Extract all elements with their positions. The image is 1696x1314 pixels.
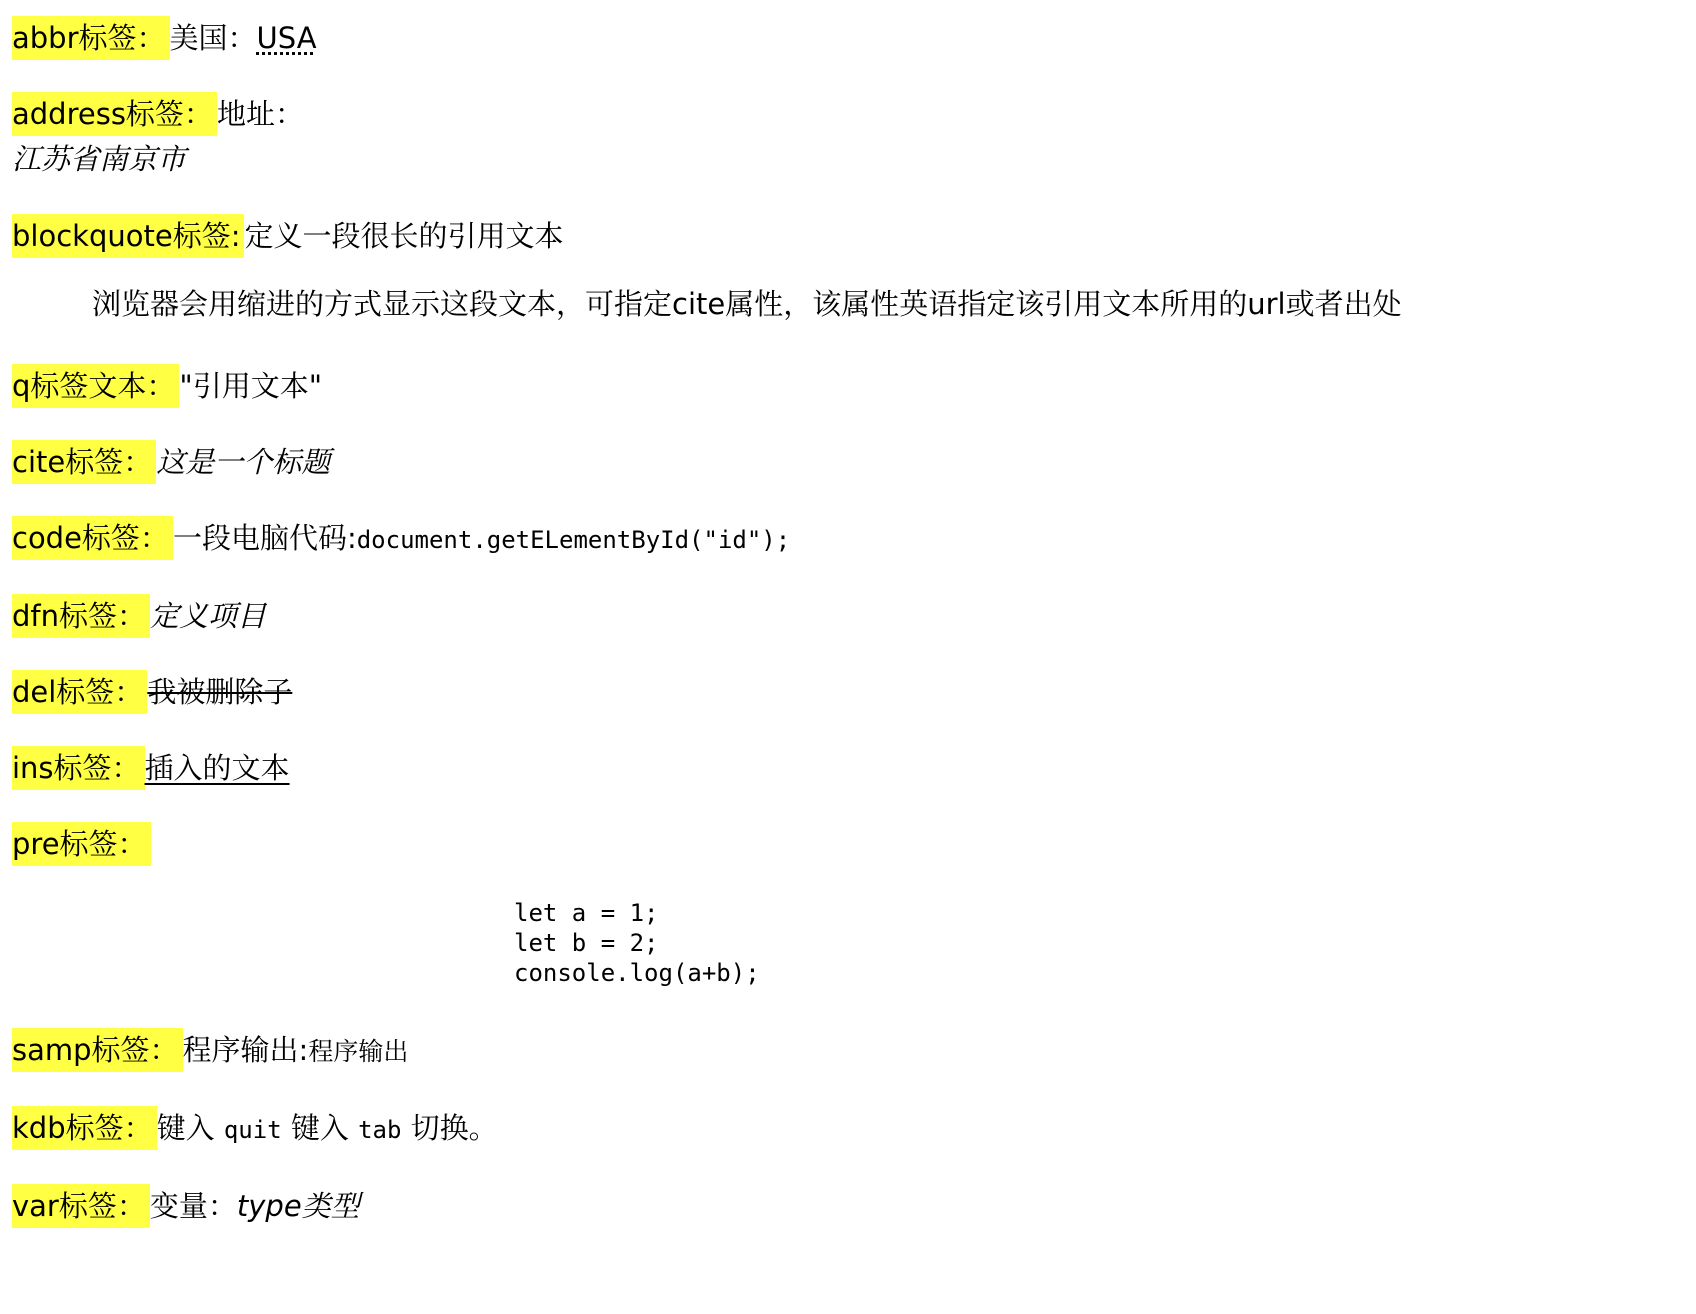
blockquote-prefix: 定义一段很长的引用文本 <box>244 219 564 253</box>
dfn-label: dfn标签： <box>12 594 150 638</box>
del-value: 我被删除子 <box>147 675 293 709</box>
code-prefix: 一段电脑代码: <box>172 521 357 555</box>
kbd-text3: 切换。 <box>401 1111 498 1145</box>
blockquote-text: 浏览器会用缩进的方式显示这段文本，可指定cite属性，该属性英语指定该引用文本所用的url或者出处 <box>92 287 1402 321</box>
samp-label: samp标签： <box>12 1028 183 1072</box>
code-label: code标签： <box>12 516 173 560</box>
var-row <box>12 1184 1682 1228</box>
pre-label: pre标签： <box>12 822 151 866</box>
blockquote-row <box>12 214 1682 258</box>
q-row <box>12 364 1682 408</box>
del-row <box>12 670 1682 714</box>
kbd-text2: 键入 <box>281 1111 359 1145</box>
ins-row <box>12 746 1682 790</box>
address-value: 江苏省南京市 <box>12 142 187 176</box>
abbr-prefix: 美国： <box>169 21 257 55</box>
dfn-row <box>12 594 1682 638</box>
del-label: del标签： <box>12 670 147 714</box>
kbd-row <box>12 1106 1682 1152</box>
ins-value: 插入的文本 <box>144 751 290 785</box>
var-value: type类型 <box>236 1189 360 1223</box>
kbd-key-quit: quit <box>223 1116 282 1144</box>
kbd-text1: 键入 <box>156 1111 224 1145</box>
blockquote-label: blockquote标签: <box>12 214 244 258</box>
pre-row <box>12 822 1682 866</box>
cite-value: 这是一个标题 <box>156 445 331 479</box>
samp-prefix: 程序输出: <box>182 1033 309 1067</box>
q-value: "引用文本" <box>179 369 323 403</box>
address-prefix: 地址： <box>216 97 304 131</box>
abbr-value[interactable]: USA <box>256 21 317 55</box>
var-label: var标签： <box>12 1184 150 1228</box>
kbd-label: kdb标签： <box>12 1106 157 1150</box>
var-prefix: 变量： <box>149 1189 237 1223</box>
address-label: address标签： <box>12 92 217 136</box>
samp-value: 程序输出 <box>308 1037 409 1066</box>
cite-label: cite标签： <box>12 440 156 484</box>
kbd-key-tab: tab <box>358 1116 402 1144</box>
dfn-value: 定义项目 <box>150 599 267 633</box>
abbr-row <box>12 16 1682 60</box>
q-label: q标签文本： <box>12 364 179 408</box>
cite-row <box>12 440 1682 484</box>
address-row <box>12 92 1682 182</box>
code-value: document.getELementById("id"); <box>356 526 791 554</box>
document-page <box>12 16 1682 1260</box>
ins-label: ins标签： <box>12 746 145 790</box>
pre-block: let a = 1; let b = 2; console.log(a+b); <box>514 899 760 987</box>
samp-row <box>12 1028 1682 1074</box>
code-row <box>12 516 1682 562</box>
abbr-label: abbr标签： <box>12 16 170 60</box>
